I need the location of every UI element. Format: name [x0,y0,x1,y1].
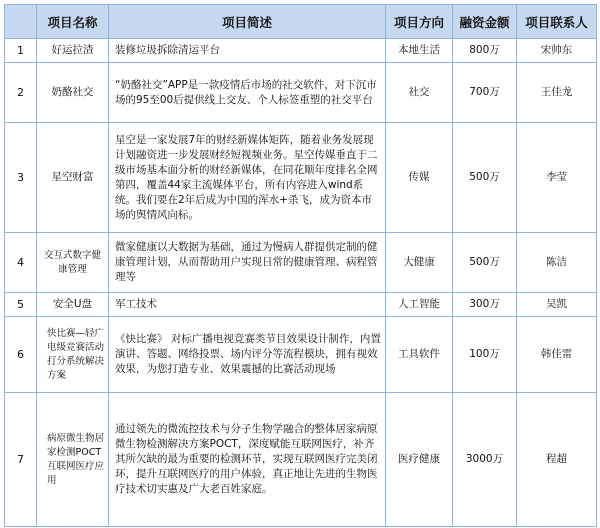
row-index: 1 [5,39,37,63]
project-description: 微家健康以大数据为基础，通过为慢病人群提供定制的健康管理计划，从而帮助用户实现日常的健康管理、病程管理等 [109,233,386,293]
table-row [5,393,597,527]
funding-amount: 3000万 [453,393,517,527]
project-contact: 吴凯 [517,293,597,317]
project-name: 星空财富 [37,123,109,233]
project-direction: 本地生活 [386,39,453,63]
table-row [5,233,597,293]
project-direction: 社交 [386,63,453,123]
project-description: 通过领先的微流控技术与分子生物学融合的整体居家病原微生物检测解决方案POCT，深度赋能互联网医疗，补齐其所欠缺的最为重要的检测环节，实现互联网医疗完美闭环，提升互联网医疗的用户体验，真正地让先进的生物医疗技术切实惠及广大老百姓家庭。 [109,393,386,527]
project-contact: 王佳龙 [517,63,597,123]
row-index: 4 [5,233,37,293]
project-direction: 传媒 [386,123,453,233]
project-name: 快比赛—轻广电级竞赛活动打分系统解决方案 [37,317,109,393]
header-project-direction: 项目方向 [386,5,453,39]
project-direction: 工具软件 [386,317,453,393]
project-description: “奶酪社交”APP是一款疫情后市场的社交软件，对下沉市场的95至00后提供线上交友、个人标签重塑的社交平台 [109,63,386,123]
row-index: 2 [5,63,37,123]
funding-amount: 700万 [453,63,517,123]
funding-amount: 300万 [453,293,517,317]
funding-amount: 100万 [453,317,517,393]
header-index [5,5,37,39]
project-direction: 大健康 [386,233,453,293]
header-project-name: 项目名称 [37,5,109,39]
table-row [5,293,597,317]
project-contact: 李莹 [517,123,597,233]
table-header-row [5,5,597,39]
row-index: 7 [5,393,37,527]
project-contact: 韩佳雷 [517,317,597,393]
table-row [5,123,597,233]
project-table-container [4,4,596,525]
table-row [5,39,597,63]
header-funding-amount: 融资金额 [453,5,517,39]
project-direction: 医疗健康 [386,393,453,527]
funding-amount: 500万 [453,123,517,233]
project-description: 《快比赛》 对标广播电视竞赛类节目效果设计制作，内置演讲、答题、网络投票、场内评分等流程模块，拥有视效效果，为您打造专业、效果震撼的比赛活动现场 [109,317,386,393]
header-contact: 项目联系人 [517,5,597,39]
project-description: 军工技术 [109,293,386,317]
project-name: 安全U盘 [37,293,109,317]
project-direction: 人工智能 [386,293,453,317]
funding-amount: 800万 [453,39,517,63]
table-row [5,63,597,123]
project-name: 奶酪社交 [37,63,109,123]
project-table [4,4,597,527]
table-row [5,317,597,393]
row-index: 5 [5,293,37,317]
project-name: 交互式数字健康管理 [37,233,109,293]
project-name: 病原微生物居家检测POCT互联网医疗应用 [37,393,109,527]
project-description: 装修垃圾拆除清运平台 [109,39,386,63]
row-index: 6 [5,317,37,393]
funding-amount: 500万 [453,233,517,293]
project-description: 星空是一家发展7年的财经新媒体矩阵，随着业务发展现计划融资进一步发展财经短视频业务。星空传媒垂直于二级市场基本面分析的财经新媒体，在同花顺年度排名全网第四，覆盖44家主流媒体平台，所有内容进入wind系统。我们要在2年后成为中国的浑水+杀飞，成为资本市场的舆情风向标。 [109,123,386,233]
row-index: 3 [5,123,37,233]
project-contact: 程超 [517,393,597,527]
project-name: 好运拉渣 [37,39,109,63]
header-project-description: 项目简述 [109,5,386,39]
project-contact: 陈洁 [517,233,597,293]
project-contact: 宋帅东 [517,39,597,63]
